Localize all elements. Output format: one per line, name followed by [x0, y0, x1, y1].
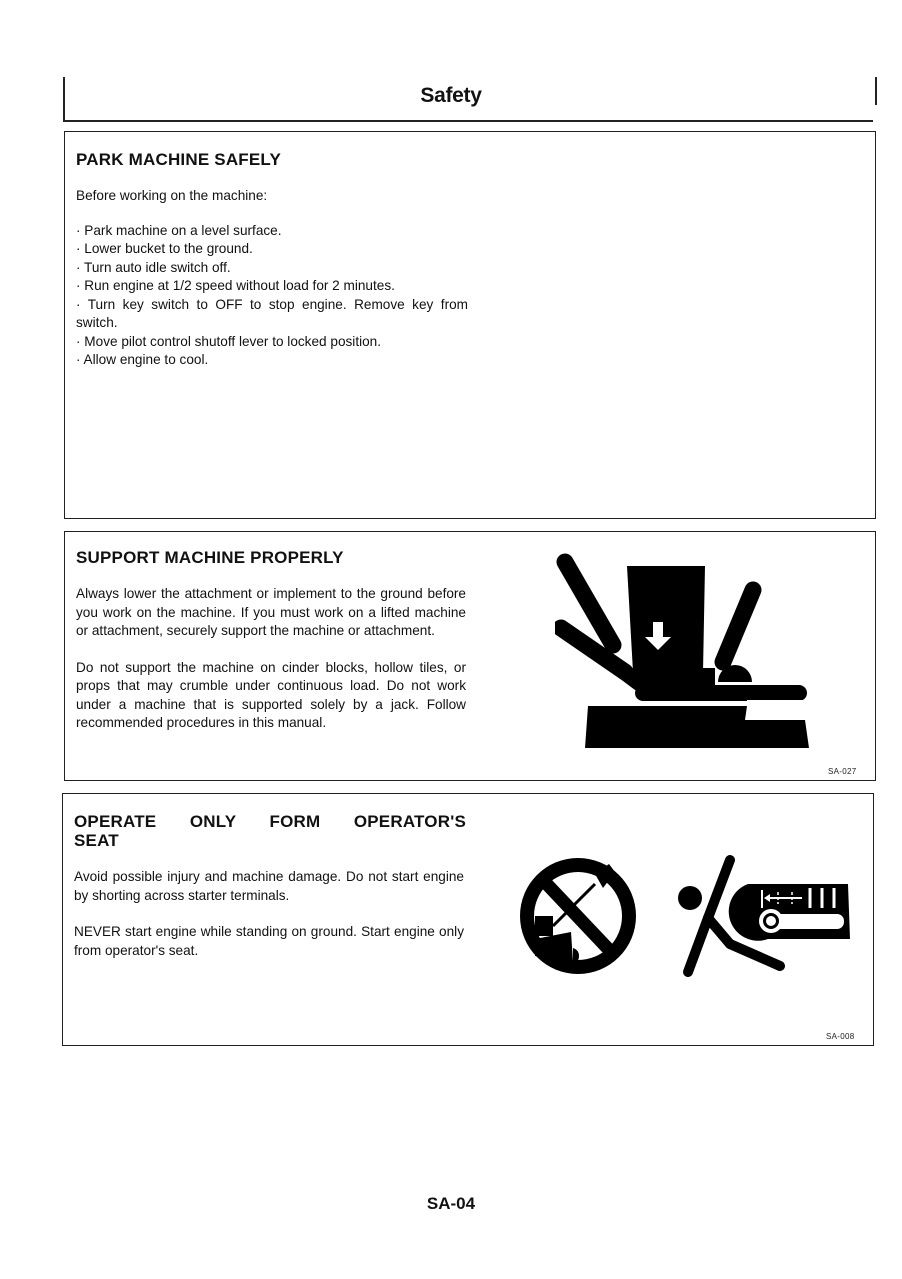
- bullet-list: [76, 222, 468, 370]
- bullet-item: · Allow engine to cool.: [76, 352, 209, 367]
- section-park-machine-safely: [64, 131, 876, 519]
- section-operate-from-seat: [62, 793, 874, 1046]
- run-over-hazard-icon: [668, 854, 868, 984]
- section-body: [76, 187, 468, 370]
- section-support-machine-properly: [64, 531, 876, 781]
- section-title: PARK MACHINE SAFELY: [76, 150, 281, 169]
- section-body: [74, 868, 464, 960]
- paragraph: NEVER start engine while standing on ground. Start engine only from operator's seat.: [74, 924, 464, 958]
- no-bypass-start-icon: [513, 844, 643, 984]
- header-bottom-rule: [63, 120, 873, 122]
- intro-text: Before working on the machine:: [76, 188, 268, 203]
- page-number: SA-04: [426, 1194, 476, 1213]
- bullet-item: · Turn auto idle switch off.: [76, 259, 231, 275]
- bullet-item: · Move pilot control shutoff lever to locked position.: [76, 333, 382, 349]
- section-title: OPERATE ONLY FORM OPERATOR'S SEAT: [74, 812, 466, 850]
- figure-id: SA-008: [826, 1032, 855, 1041]
- figure-id: SA-027: [828, 767, 857, 776]
- page-title: Safety: [420, 84, 482, 107]
- bullet-item: · Lower bucket to the ground.: [76, 241, 253, 256]
- bullet-item: · Turn key switch to OFF to stop engine. Remove key from switch.: [76, 296, 468, 330]
- section-title: SUPPORT MACHINE PROPERLY: [76, 548, 344, 567]
- paragraph: Always lower the attachment or implement to the ground before you work on the machine. If you must work on a lifted machine or attachment, securely support the machine or attachment.: [76, 586, 466, 638]
- paragraph: Do not support the machine on cinder blocks, hollow tiles, or props that may crumble under continuous load. Do not work under a machine that is supported solely by a jack. Follow recommended procedures in this manual.: [76, 659, 466, 730]
- paragraph: Avoid possible injury and machine damage. Do not start engine by shorting across starter terminals.: [74, 869, 464, 903]
- section-body: [76, 585, 466, 733]
- crush-hazard-icon: [555, 550, 815, 760]
- bullet-item: · Park machine on a level surface.: [76, 222, 282, 238]
- bullet-item: · Run engine at 1/2 speed without load for 2 minutes.: [76, 278, 395, 293]
